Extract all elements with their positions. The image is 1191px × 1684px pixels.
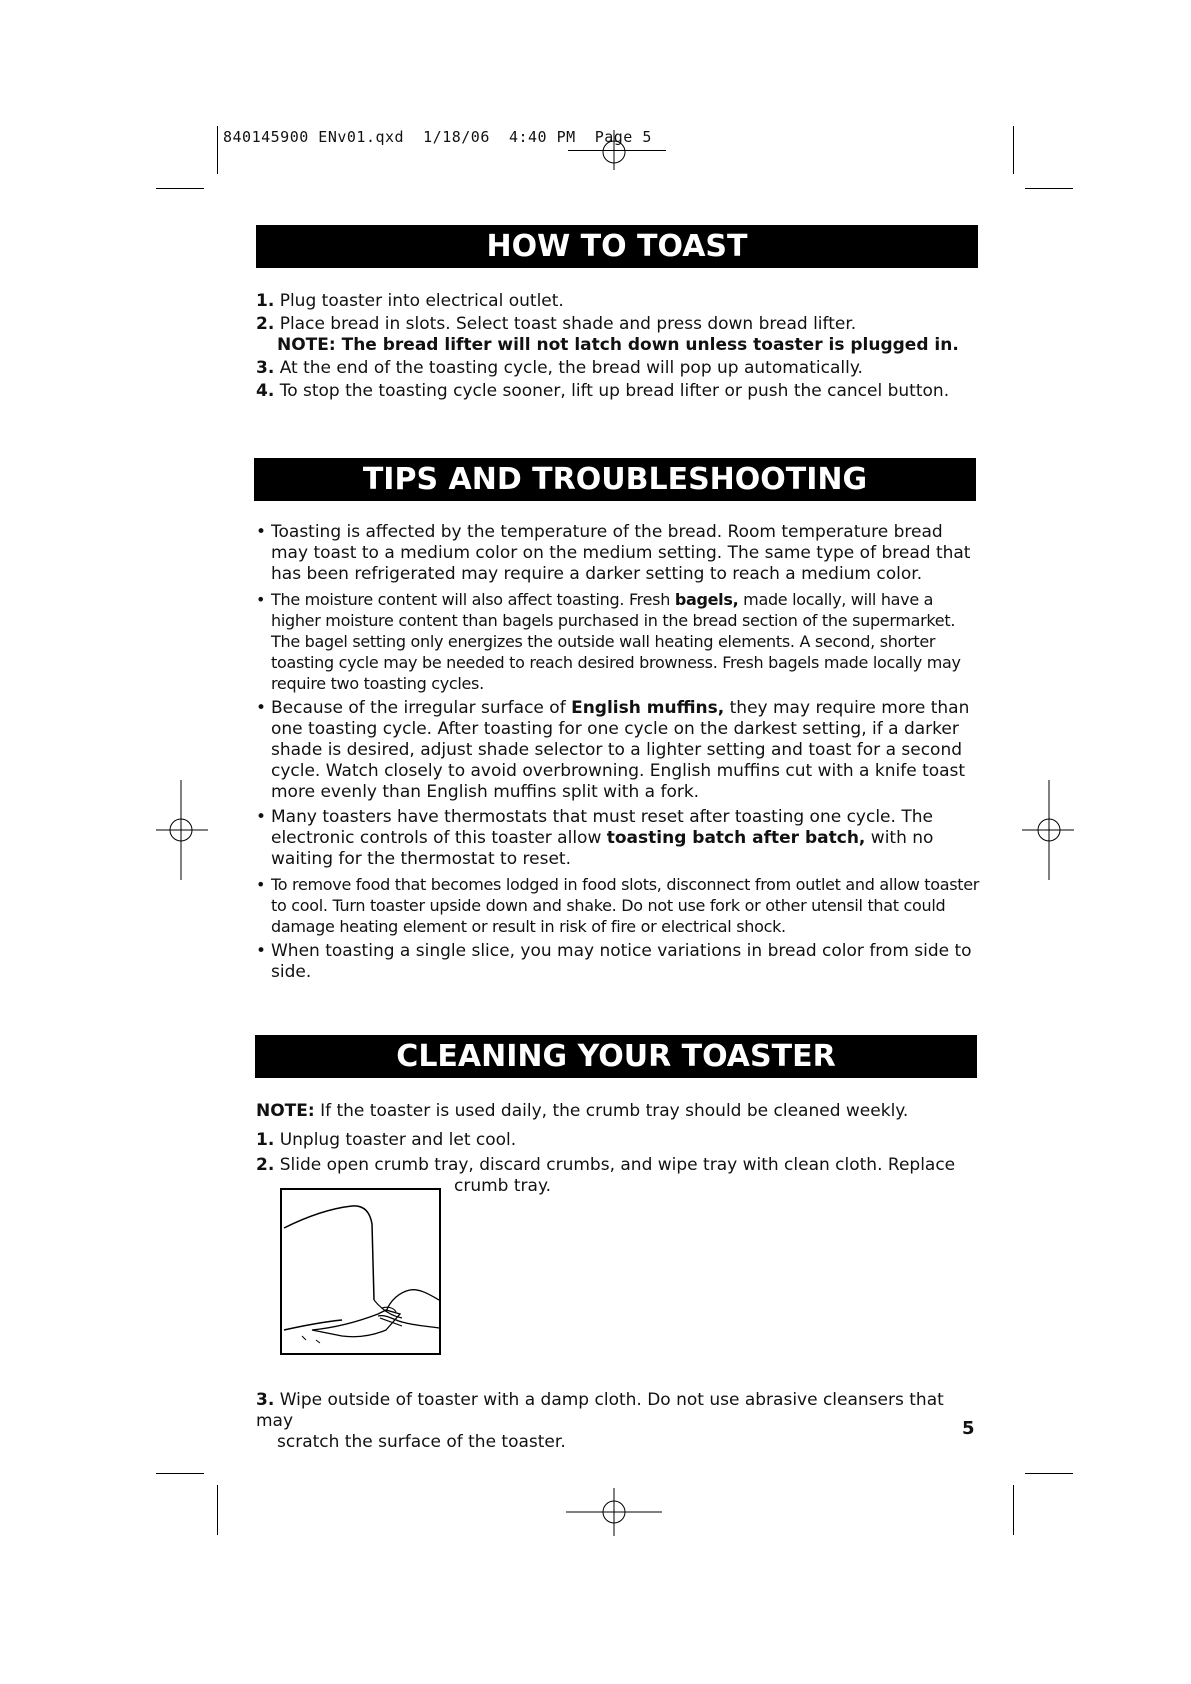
slug-time: 4:40 PM xyxy=(508,128,576,146)
cleaning-heading: CLEANING YOUR TOASTER xyxy=(255,1035,977,1078)
registration-mark-right xyxy=(1022,780,1074,880)
list-item: 3. At the end of the toasting cycle, the bread will pop up automatically. xyxy=(256,358,863,378)
list-item: 2. Place bread in slots. Select toast shade and press down bread lifter. xyxy=(256,314,857,334)
crop-mark-bottom-right-v xyxy=(1013,1485,1014,1535)
crop-mark-bottom-left-v xyxy=(217,1485,218,1535)
toaster-drawing xyxy=(282,1190,439,1353)
crop-mark-bottom-right-h xyxy=(1025,1473,1073,1474)
cleaning-step-3 xyxy=(256,1390,980,1453)
list-item: • Toasting is affected by the temperature of the bread. Room temperature bread may toast to a medium color on the medium setting. The same type of bread that has been refrigerated may require a darker setting to reach a medium color. xyxy=(256,522,971,584)
crop-mark-top-right-h xyxy=(1025,188,1073,189)
list-item: 3. Wipe outside of toaster with a damp cloth. Do not use abrasive cleansers that may xyxy=(256,1390,944,1431)
list-item: • The moisture content will also affect toasting. Fresh bagels, made locally, will have a higher moisture content than bagels purchased in the bread section of the supermarket. The bagel setting only energizes the outside wall heating elements. A second, shorter toasting cycle may be needed to reach desired browness. Fresh bagels made locally may require two toasting cycles. xyxy=(256,590,961,693)
list-item: • Many toasters have thermostats that must reset after toasting one cycle. The electronic controls of this toaster allow toasting batch after batch, with no waiting for the thermostat to reset. xyxy=(256,807,934,869)
crop-mark-top-left-v xyxy=(217,126,218,174)
list-item: 4. To stop the toasting cycle sooner, lift up bread lifter or push the cancel button. xyxy=(256,381,950,401)
list-item: 1. Plug toaster into electrical outlet. xyxy=(256,291,564,311)
cleaning-note: NOTE: If the toaster is used daily, the crumb tray should be cleaned weekly. xyxy=(256,1101,909,1121)
crumb-tray-illustration xyxy=(280,1188,441,1355)
registration-mark-bottom xyxy=(566,1488,662,1536)
cleaning-text xyxy=(256,1101,980,1197)
list-item: • Because of the irregular surface of English muffins, they may require more than one toasting cycle. After toasting for one cycle on the darkest setting, if a darker shade is desired, adjust shade selector to a lighter setting and toast for a second cycle. Watch closely to avoid overbrowning. English muffins cut with a knife toast more evenly than English muffins split with a fork. xyxy=(256,698,970,802)
crop-mark-top-left-h xyxy=(156,188,204,189)
crop-mark-top-right-v xyxy=(1013,126,1014,174)
list-item: • When toasting a single slice, you may notice variations in bread color from side to side. xyxy=(256,941,972,982)
slug-page: Page 5 xyxy=(594,128,652,146)
tips-list xyxy=(256,522,980,983)
how-to-toast-steps xyxy=(256,291,978,402)
registration-mark-left xyxy=(156,780,208,880)
list-item: 1. Unplug toaster and let cool. xyxy=(256,1130,517,1150)
slug-date: 1/18/06 xyxy=(423,128,490,146)
page-number: 5 xyxy=(962,1418,975,1439)
slug-file: 840145900 ENv01.qxd xyxy=(223,128,405,146)
list-item-continuation: scratch the surface of the toaster. xyxy=(277,1432,566,1452)
registration-mark-top xyxy=(566,130,662,170)
how-to-toast-heading: HOW TO TOAST xyxy=(256,225,978,268)
lifter-note: NOTE: The bread lifter will not latch down unless toaster is plugged in. xyxy=(277,335,959,355)
tips-heading: TIPS AND TROUBLESHOOTING xyxy=(254,458,976,501)
list-item-continuation: crumb tray. xyxy=(454,1176,551,1196)
list-item: • To remove food that becomes lodged in food slots, disconnect from outlet and allow toaster to cool. Turn toaster upside down and shake. Do not use fork or other utensil that could damage heating element or result in risk of fire or electrical shock. xyxy=(256,875,980,936)
list-item: 2. Slide open crumb tray, discard crumbs, and wipe tray with clean cloth. Replace xyxy=(256,1155,956,1175)
crop-mark-bottom-left-h xyxy=(156,1473,204,1474)
